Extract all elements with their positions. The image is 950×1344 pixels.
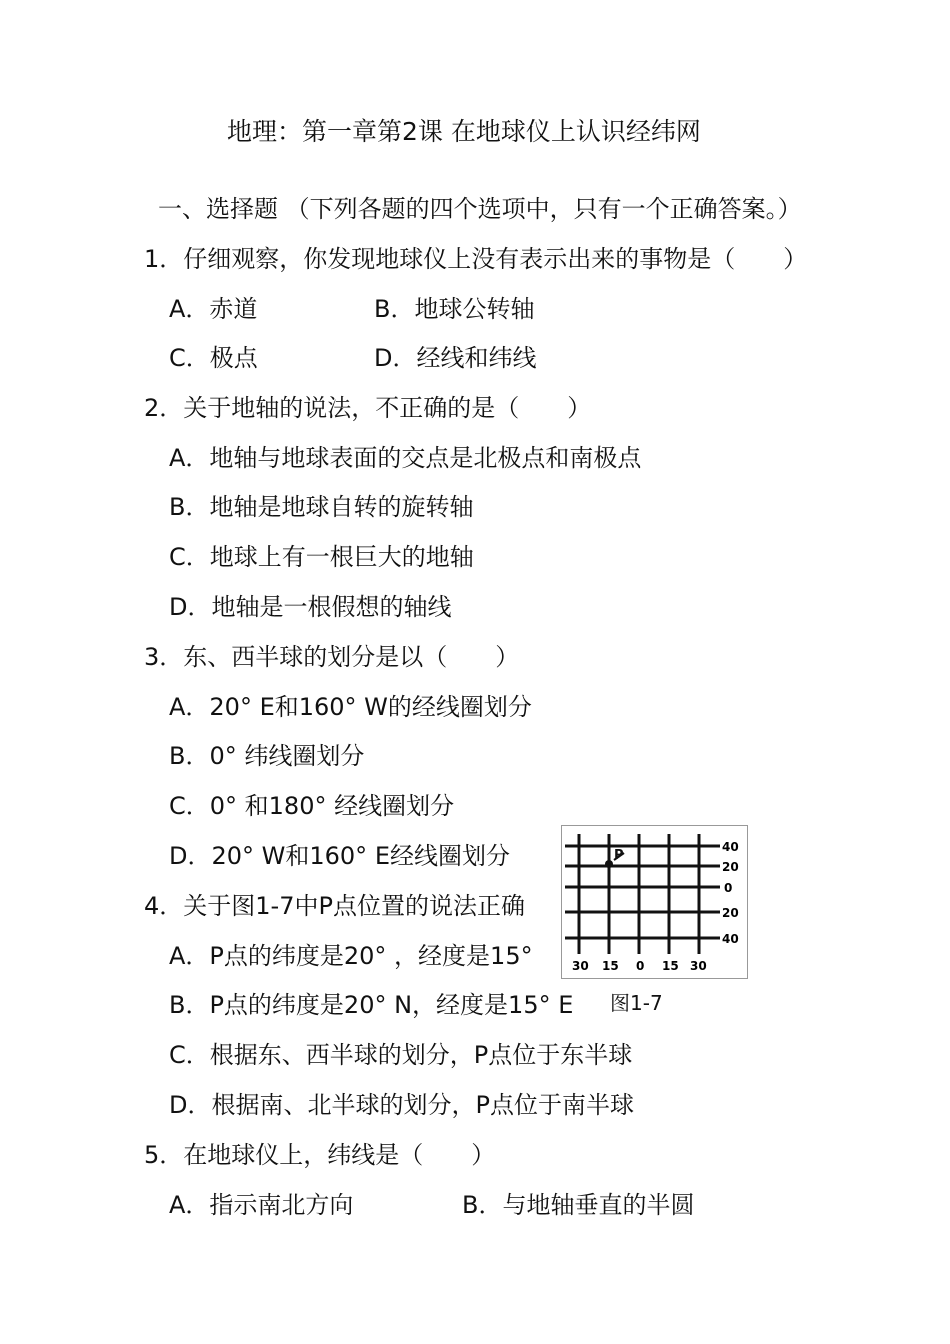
figure-latlong-grid [561, 825, 748, 979]
figure-caption: 图1-7 [610, 991, 663, 1015]
lat-label: 40 [722, 840, 739, 854]
section-heading: 一、选择题 （下列各题的四个选项中，只有一个正确答案。） [158, 195, 802, 223]
question-5-stem: 5．在地球仪上，纬线是（ ） [144, 1141, 496, 1169]
lat-label: 0 [724, 881, 733, 895]
page-title: 地理：第一章第2课 在地球仪上认识经纬网 [227, 117, 701, 146]
q5-option-a: A．指示南北方向 [169, 1191, 354, 1219]
q1-option-d: D．经线和纬线 [374, 344, 537, 372]
q1-option-c: C．极点 [169, 344, 258, 372]
question-1-stem: 1．仔细观察，你发现地球仪上没有表示出来的事物是（ ） [144, 245, 808, 273]
q4-option-a: A．P点的纬度是20° ，经度是15° [169, 942, 533, 970]
q3-option-d: D．20° W和160° E经线圈划分 [169, 842, 510, 870]
q4-option-b: B．P点的纬度是20° N，经度是15° E [169, 991, 574, 1019]
q5-option-b: B．与地轴垂直的半圆 [462, 1191, 695, 1219]
question-2-stem: 2．关于地轴的说法，不正确的是（ ） [144, 394, 592, 422]
lon-label: 0 [636, 959, 645, 973]
point-p-marker [605, 860, 613, 868]
lat-label: 20 [722, 906, 739, 920]
q3-option-a: A．20° E和160° W的经线圈划分 [169, 693, 532, 721]
q2-option-b: B．地轴是地球自转的旋转轴 [169, 493, 474, 521]
lon-label: 15 [662, 959, 679, 973]
q3-option-c: C．0° 和180° 经线圈划分 [169, 792, 455, 820]
grid-svg [562, 826, 747, 978]
lat-label: 40 [722, 932, 739, 946]
lat-label: 20 [722, 860, 739, 874]
q4-option-c: C．根据东、西半球的划分，P点位于东半球 [169, 1041, 633, 1069]
lon-label: 30 [572, 959, 589, 973]
q1-option-a: A．赤道 [169, 295, 258, 323]
question-4-stem: 4．关于图1-7中P点位置的说法正确 [144, 892, 525, 920]
q1-option-b: B．地球公转轴 [374, 295, 535, 323]
q3-option-b: B．0° 纬线圈划分 [169, 742, 365, 770]
q4-option-d: D．根据南、北半球的划分，P点位于南半球 [169, 1091, 634, 1119]
point-p-label: P [614, 848, 624, 863]
question-3-stem: 3．东、西半球的划分是以（ ） [144, 643, 520, 671]
q2-option-d: D．地轴是一根假想的轴线 [169, 593, 452, 621]
lon-label: 15 [602, 959, 619, 973]
q2-option-a: A．地轴与地球表面的交点是北极点和南极点 [169, 444, 642, 472]
lon-label: 30 [690, 959, 707, 973]
q2-option-c: C．地球上有一根巨大的地轴 [169, 543, 474, 571]
